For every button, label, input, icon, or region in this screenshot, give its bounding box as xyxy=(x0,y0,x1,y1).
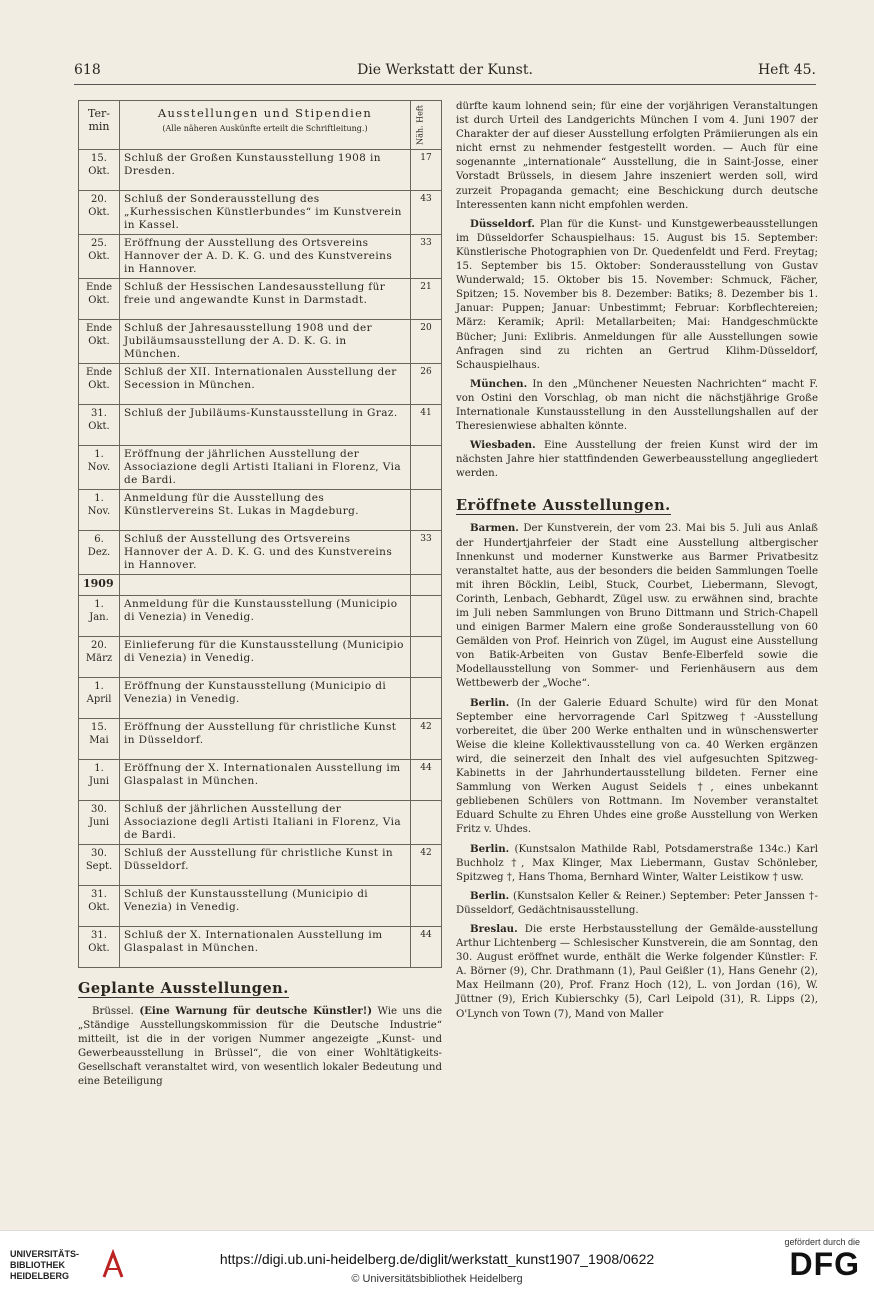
schedule-row xyxy=(79,445,442,489)
schedule-description: Schluß der Kunstausstellung (Municipio di Venezia) in Venedig. xyxy=(120,885,411,926)
schedule-date: 1. Nov. xyxy=(79,489,120,530)
paragraph-berlin-schulte-text: (In der Galerie Eduard Schulte) wird für den Monat September eine hervorragende Carl Spitzweg †-Ausstellung vorbereitet, die über 200 Werke enthalten und in wünschenswerter Weise die kleine Kollektivausstellung von ca. 40 Werken ergänzen wird, die seinerzeit den Inhalt des viel aufgesuchten Spitzweg-Kabinetts in der Jahrhundertausstellung bildeten. Ferner eine Sammlung von Werken August Seidels †, eines unbekannt gebliebenen Schülers von Rottmann. Im November veranstaltet Eduard Schulte zu Ehren Uhdes eine große Ausstellung von Werken Fritz v. Uhdes. xyxy=(456,697,818,836)
schedule-description: Schluß der Jahresausstellung 1908 und der Jubiläumsausstellung der A. D. K. G. in München. xyxy=(120,319,411,363)
schedule-date: 15. Mai xyxy=(79,718,120,759)
paragraph-breslau xyxy=(456,922,818,1022)
dfg-logo[interactable] xyxy=(750,1237,860,1291)
funded-by-label: gefördert durch die xyxy=(784,1237,860,1247)
schedule-row xyxy=(79,363,442,404)
schedule-issue-ref: 44 xyxy=(411,759,442,800)
schedule-year-row xyxy=(79,574,442,595)
paragraph-bruessel-text: Wie uns die „Ständige Ausstellungskommission für die Deutsche Industrie“ mitteilt, ist die in der vorigen Nummer angezeigte „Kunst- und Gewerbeausstellung in Brüssel“, die von einer Wohltätigkeits-Gesellschaft veranstaltet wird, von wesentlich lokaler Bedeutung und eine Beteiligung xyxy=(78,1005,442,1088)
place-berlin-2: Berlin. xyxy=(470,842,510,855)
exhibition-schedule-table xyxy=(78,100,442,968)
schedule-description: Schluß der Hessischen Landesausstellung für freie und angewandte Kunst in Darmstadt. xyxy=(120,278,411,319)
schedule-description: Schluß der Ausstellung des Ortsvereins Hannover der A. D. K. G. und des Kunstvereins in Hannover. xyxy=(120,530,411,574)
schedule-issue-ref: 20 xyxy=(411,319,442,363)
schedule-issue-ref: 26 xyxy=(411,363,442,404)
schedule-description: Eröffnung der X. Internationalen Ausstellung im Glaspalast in München. xyxy=(120,759,411,800)
schedule-description: Schluß der Großen Kunstausstellung 1908 in Dresden. xyxy=(120,149,411,190)
section-heading-geplante: Geplante Ausstellungen. xyxy=(78,979,289,997)
schedule-date: 1. April xyxy=(79,677,120,718)
right-column xyxy=(456,100,818,1026)
paragraph-berlin-keller xyxy=(456,889,818,918)
schedule-title: Ausstellungen und Stipendien xyxy=(157,106,373,120)
section-heading-eroeffnete: Eröffnete Ausstellungen. xyxy=(456,497,671,515)
paragraph-wiesbaden-text: Eine Ausstellung der freien Kunst wird der im nächsten Jahre hier stattfindenden Gewerbeausstellung angegliedert werden. xyxy=(456,440,818,480)
place-duesseldorf: Düsseldorf. xyxy=(470,217,535,230)
schedule-date: 25. Okt. xyxy=(79,234,120,278)
schedule-issue-ref: 17 xyxy=(411,149,442,190)
schedule-description: Schluß der Ausstellung für christliche Kunst in Düsseldorf. xyxy=(120,844,411,885)
place-bruessel: Brüssel. xyxy=(92,1005,134,1017)
schedule-description: Eröffnung der Ausstellung für christliche Kunst in Düsseldorf. xyxy=(120,718,411,759)
schedule-row xyxy=(79,636,442,677)
schedule-row xyxy=(79,149,442,190)
place-breslau: Breslau. xyxy=(470,922,518,935)
place-berlin-1: Berlin. xyxy=(470,696,510,709)
schedule-description: Anmeldung für die Kunstausstellung (Municipio di Venezia) in Venedig. xyxy=(120,595,411,636)
schedule-date: 1. Jan. xyxy=(79,595,120,636)
schedule-row xyxy=(79,234,442,278)
paragraph-muenchen xyxy=(456,377,818,434)
column-header-title xyxy=(120,101,411,150)
permalink-url[interactable]: https://digi.ub.uni-heidelberg.de/diglit/werkstatt_kunst1907_1908/0622 xyxy=(219,1251,655,1267)
schedule-body-1908 xyxy=(79,149,442,574)
schedule-row xyxy=(79,677,442,718)
schedule-date: 20. März xyxy=(79,636,120,677)
left-column xyxy=(78,100,442,1093)
schedule-description: Anmeldung für die Ausstellung des Künstlervereins St. Lukas in Magdeburg. xyxy=(120,489,411,530)
paragraph-barmen xyxy=(456,521,818,691)
schedule-date: Ende Okt. xyxy=(79,278,120,319)
schedule-row xyxy=(79,885,442,926)
schedule-issue-ref: 41 xyxy=(411,404,442,445)
schedule-row xyxy=(79,319,442,363)
schedule-issue-ref xyxy=(411,800,442,844)
library-name-line-3: HEIDELBERG xyxy=(10,1271,70,1281)
paragraph-barmen-text: Der Kunstverein, der vom 23. Mai bis 5. Juli aus Anlaß der Hundertjahrfeier der Stadt eine Ausstellung altbergischer Innenkunst und moderner Kunstwerke aus Barmer Privatbesitz veranstaltet hatte, aus der besonders die beiden Sammlungen Toelle mit ihren Böcklin, Leibl, Stuck, Courbet, Liebermann, Slevogt, Corinth, Lenbach, Gebhardt, Zügel usw. zu erwähnen sind, brachte im Juli neben Sammlungen von Bruno Dittmann und Strich-Chapell und einigen Barmer Malern eine große Sonderausstellung von 60 Gemälden von Prof. Heinrich von Zügel, im August eine Ausstellung von Batik-Arbeiten von Gustav Benfe-Elberfeld sowie die Modellausstellung von Sommer- und Ferienhäusern aus dem Wettbewerb der „Woche“. xyxy=(456,523,818,690)
viewer-footer xyxy=(0,1230,874,1295)
schedule-issue-ref xyxy=(411,595,442,636)
schedule-date: 30. Sept. xyxy=(79,844,120,885)
schedule-row xyxy=(79,926,442,967)
schedule-date: 20. Okt. xyxy=(79,190,120,234)
paragraph-berlin-keller-text: (Kunstsalon Keller & Reiner.) September: Peter Janssen †-Düsseldorf, Gedächtnisausstellung. xyxy=(456,890,818,916)
schedule-row xyxy=(79,489,442,530)
schedule-description: Einlieferung für die Kunstausstellung (Municipio di Venezia) in Venedig. xyxy=(120,636,411,677)
issue-number: Heft 45. xyxy=(757,62,816,78)
schedule-issue-ref: 42 xyxy=(411,844,442,885)
schedule-issue-ref: 33 xyxy=(411,530,442,574)
paragraph-duesseldorf xyxy=(456,217,818,373)
copyright-notice: © Universitätsbibliothek Heidelberg xyxy=(351,1273,523,1285)
schedule-row xyxy=(79,530,442,574)
paragraph-wiesbaden xyxy=(456,438,818,481)
schedule-row xyxy=(79,718,442,759)
schedule-issue-ref xyxy=(411,677,442,718)
schedule-description: Eröffnung der Kunstausstellung (Municipio di Venezia) in Venedig. xyxy=(120,677,411,718)
place-barmen: Barmen. xyxy=(470,522,519,535)
schedule-row xyxy=(79,190,442,234)
place-wiesbaden: Wiesbaden. xyxy=(470,439,536,452)
schedule-description: Schluß der jährlichen Ausstellung der Associazione degli Artisti Italiani in Florenz, Via de Bardi. xyxy=(120,800,411,844)
schedule-issue-ref xyxy=(411,445,442,489)
schedule-issue-ref: 21 xyxy=(411,278,442,319)
schedule-date: 31. Okt. xyxy=(79,926,120,967)
schedule-date: 31. Okt. xyxy=(79,404,120,445)
column-header-termin: Termin xyxy=(79,101,120,150)
schedule-description: Eröffnung der Ausstellung des Ortsvereins Hannover der A. D. K. G. und des Kunstvereins in Hannover. xyxy=(120,234,411,278)
schedule-row xyxy=(79,595,442,636)
year-label: 1909 xyxy=(79,574,120,595)
column-header-issue: Näh. Heft xyxy=(411,101,442,150)
schedule-description: Schluß der XII. Internationalen Ausstellung der Secession in München. xyxy=(120,363,411,404)
schedule-body-1909 xyxy=(79,595,442,967)
schedule-issue-ref xyxy=(411,885,442,926)
place-muenchen: München. xyxy=(470,377,528,390)
schedule-description: Eröffnung der jährlichen Ausstellung der Associazione degli Artisti Italiani in Florenz, Via de Bardi. xyxy=(120,445,411,489)
schedule-issue-ref: 43 xyxy=(411,190,442,234)
schedule-row xyxy=(79,759,442,800)
page-number: 618 xyxy=(74,62,101,78)
paragraph-berlin-rabl xyxy=(456,842,818,885)
schedule-date: 1. Juni xyxy=(79,759,120,800)
paragraph-continued: dürfte kaum lohnend sein; für eine der vorjährigen Veranstaltungen ist durch Urteil des Landgerichts München I vom 4. Juni 1907 der Charakter der auf dieser Ausstellung erfolgten Prämiierungen als ein nicht ernst zu nehmender festgestellt worden. — Auch für eine sogenannte „internationale“ Ausstellung, die in Saint-Josse, einer Vorstadt Brüssels, in diesem Jahre inszeniert werden soll, wird zurzeit Propaganda gemacht; eine Beschickung durch deutsche Interessenten kann nicht empfohlen werden. xyxy=(456,101,818,211)
schedule-date: Ende Okt. xyxy=(79,319,120,363)
schedule-description: Schluß der X. Internationalen Ausstellung im Glaspalast in München. xyxy=(120,926,411,967)
schedule-date: 15. Okt. xyxy=(79,149,120,190)
dfg-wordmark: DFG xyxy=(789,1246,860,1282)
schedule-row xyxy=(79,404,442,445)
place-berlin-3: Berlin. xyxy=(470,889,510,902)
paragraph-berlin-schulte xyxy=(456,696,818,838)
schedule-row xyxy=(79,800,442,844)
schedule-subtitle: (Alle näheren Auskünfte erteilt die Schriftleitung.) xyxy=(162,124,368,133)
schedule-description: Schluß der Sonderausstellung des „Kurhessischen Künstlerbundes“ im Kunstverein in Kassel. xyxy=(120,190,411,234)
library-name-line-1: UNIVERSITÄTS- xyxy=(10,1249,80,1259)
paragraph-bruessel xyxy=(78,1004,442,1090)
schedule-issue-ref xyxy=(411,489,442,530)
schedule-date: Ende Okt. xyxy=(79,363,120,404)
schedule-date: 31. Okt. xyxy=(79,885,120,926)
schedule-issue-ref: 44 xyxy=(411,926,442,967)
paragraph-breslau-text: Die erste Herbstausstellung der Gemälde-ausstellung Arthur Lichtenberg — Schlesischer Kunstverein, die am Sonntag, den 30. August eröffnet wurde, enthält die Werke folgender Künstler: F. A. Börner (9), Chr. Drathmann (1), Paul Geißler (1), Hans Genehr (2), Max Heilmann (20), Prof. Franz Hoch (12), L. von Jordan (16), W. Jüttner (9), Erich Kubierschky (5), Carl Leipold (31), R. Lipps (2), O'Lynch von Town (7), Mand von Maller xyxy=(456,923,818,1020)
schedule-date: 30. Juni xyxy=(79,800,120,844)
schedule-row xyxy=(79,844,442,885)
paragraph-duesseldorf-text: Plan für die Kunst- und Kunstgewerbeausstellungen im Düsseldorfer Schauspielhaus: 15. August bis 15. September: Künstlerische Photographien von Dr. Quedenfeldt und Ferd. Freytag; 15. September bis 15. Oktober: Sonderausstellung von Gustav Wunderwald; 15. Oktober bis 15. November: Schmuck, Fächer, Spitzen; 15. November bis 8. Dezember: Batiks; 8. Dezember bis 1. Januar: Puppen; Januar: Unbestimmt; Februar: Korbflechtereien; März: Keramik; April: Metallarbeiten; Mai: Handgeschmückte Bücher; Juni: Exlibris. Anmeldungen für alle Ausstellungen sowie Anfragen sind zu richten an Gertrud Klihm-Düsseldorf, Schauspielhaus. xyxy=(456,218,818,371)
schedule-date: 1. Nov. xyxy=(79,445,120,489)
running-head xyxy=(74,62,816,85)
paragraph-muenchen-text: In den „Münchener Neuesten Nachrichten“ macht F. von Ostini den Vorschlag, ob man nicht die nächstjährige Große Internationale Kunstausstellung in den Ausstellungshallen auf der Theresienwiese abhalten könnte. xyxy=(456,378,819,433)
schedule-date: 6. Dez. xyxy=(79,530,120,574)
schedule-issue-ref: 33 xyxy=(411,234,442,278)
schedule-row xyxy=(79,278,442,319)
journal-title: Die Werkstatt der Kunst. xyxy=(357,62,533,78)
schedule-issue-ref: 42 xyxy=(411,718,442,759)
library-name-line-2: BIBLIOTHEK xyxy=(10,1260,65,1270)
paragraph-berlin-rabl-text: (Kunstsalon Mathilde Rabl, Potsdamerstraße 134c.) Karl Buchholz †, Max Klinger, Max Liebermann, Gustav Schönleber, Spitzweg †, Hans Thoma, Bernhard Winter, Walter Leistikow † usw. xyxy=(456,843,818,883)
warning-title: (Eine Warnung für deutsche Künstler!) xyxy=(139,1004,373,1017)
schedule-description: Schluß der Jubiläums-Kunstausstellung in Graz. xyxy=(120,404,411,445)
schedule-issue-ref xyxy=(411,636,442,677)
